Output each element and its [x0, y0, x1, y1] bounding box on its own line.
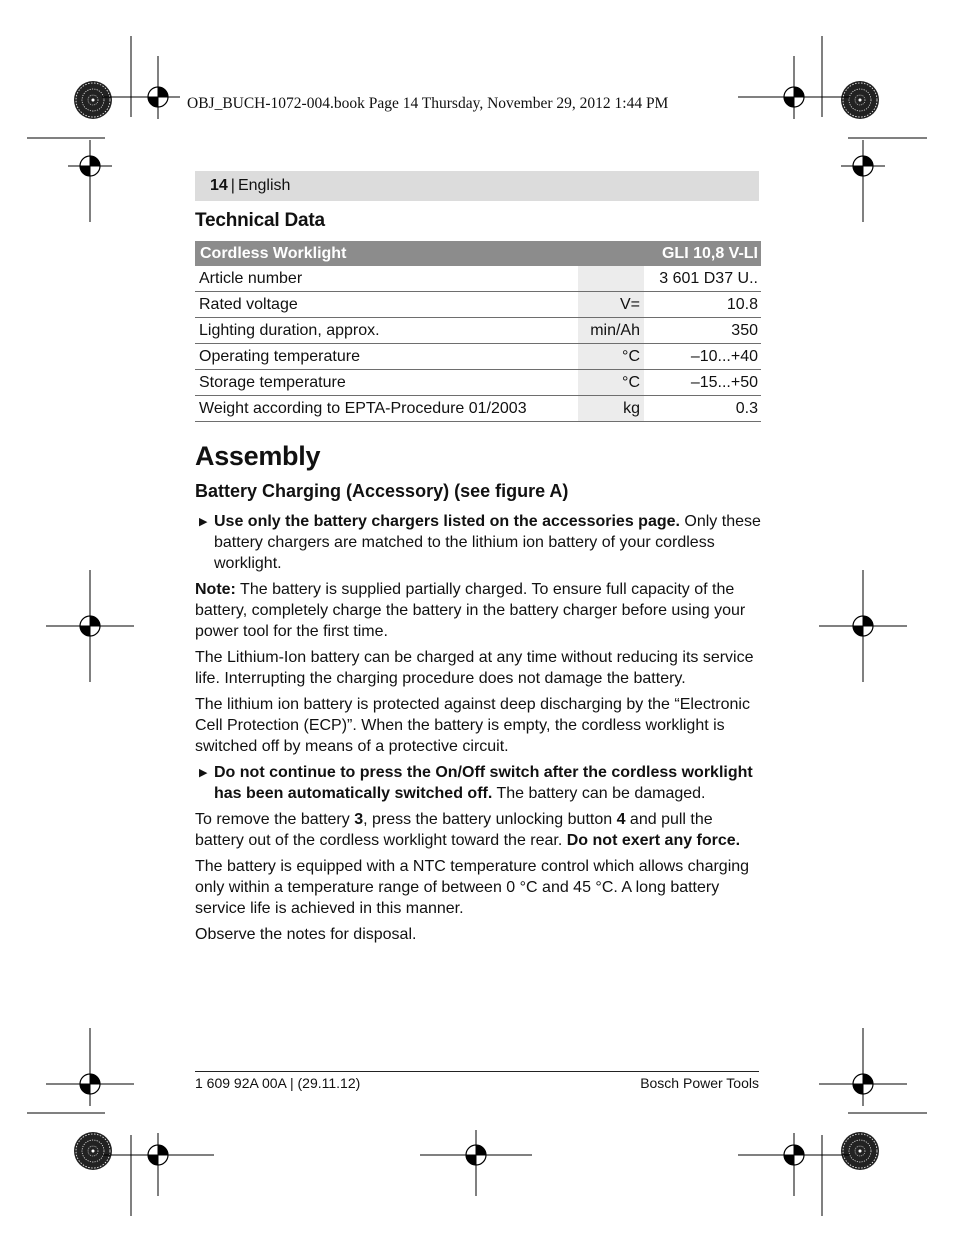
row-label: Article number — [195, 266, 578, 292]
warning-bullet-chargers — [195, 511, 761, 574]
bullet-text: The battery can be damaged. — [492, 785, 706, 802]
button-ref-4: 4 — [616, 811, 626, 828]
row-unit — [578, 266, 644, 292]
table-row — [195, 370, 761, 396]
remove-text: and pull the battery out of the cordless worklight toward the rear. — [195, 811, 713, 849]
page-language: English — [237, 177, 291, 194]
row-unit: kg — [578, 396, 644, 422]
bullet-triangle-icon: ▶ — [199, 767, 208, 779]
technical-data-heading: Technical Data — [195, 210, 325, 231]
page-bar — [195, 171, 759, 201]
bullet-bold-text: Use only the battery chargers listed on the accessories page. — [214, 513, 680, 530]
paragraph-remove-battery — [195, 809, 761, 851]
row-unit: V= — [578, 292, 644, 318]
row-label: Weight according to EPTA-Procedure 01/2003 — [195, 396, 578, 422]
table-row — [195, 344, 761, 370]
table-header-model: GLI 10,8 V-LI — [644, 241, 761, 266]
remove-text: To remove the battery — [195, 811, 355, 828]
warning-bullet-switch — [195, 762, 761, 804]
row-label: Operating temperature — [195, 344, 578, 370]
row-unit: °C — [578, 344, 644, 370]
remove-warning: Do not exert any force. — [566, 832, 741, 849]
print-header: OBJ_BUCH-1072-004.book Page 14 Thursday, November 29, 2012 1:44 PM — [187, 95, 669, 112]
table-row — [195, 266, 761, 292]
bullet-text: Only these battery chargers are matched to the lithium ion battery of your cordless worklight. — [214, 513, 761, 572]
battery-charging-heading: Battery Charging (Accessory) (see figure A) — [195, 481, 569, 501]
footer-divider — [195, 1071, 759, 1072]
footer-brand: Bosch Power Tools — [640, 1075, 759, 1091]
row-value: –15...+50 — [644, 370, 761, 396]
row-value: 0.3 — [644, 396, 761, 422]
note-paragraph — [195, 579, 761, 642]
row-value: –10...+40 — [644, 344, 761, 370]
row-unit: min/Ah — [578, 318, 644, 344]
battery-ref-3: 3 — [354, 811, 364, 828]
row-value: 3 601 D37 U.. — [644, 266, 761, 292]
note-label: Note: — [195, 581, 236, 598]
paragraph-ecp: The lithium ion battery is protected against deep discharging by the “Electronic Cell Protection (ECP)”. When the battery is empty, the cordless worklight is switched off by means of a protective circuit. — [195, 696, 750, 755]
note-text: The battery is supplied partially charged. To ensure full capacity of the battery, completely charge the battery in the battery charger before using your power tool for the first time. — [195, 581, 746, 640]
row-value: 10.8 — [644, 292, 761, 318]
table-row — [195, 396, 761, 422]
row-value: 350 — [644, 318, 761, 344]
table-row — [195, 318, 761, 344]
page-number: 14 — [210, 177, 228, 194]
assembly-heading: Assembly — [195, 441, 321, 471]
row-label: Rated voltage — [195, 292, 578, 318]
table-row — [195, 292, 761, 318]
bullet-triangle-icon: ▶ — [199, 516, 208, 528]
paragraph-ntc: The battery is equipped with a NTC temperature control which allows charging only within a temperature range of between 0 °C and 45 °C. A long battery service life is achieved in this manner. — [195, 858, 750, 917]
page-content — [195, 210, 761, 950]
paragraph-disposal: Observe the notes for disposal. — [195, 926, 417, 943]
bullet-bold-text: Do not continue to press the On/Off switch after the cordless worklight has been automatically switched off. — [214, 764, 753, 802]
table-header-product: Cordless Worklight — [195, 241, 644, 266]
paragraph-charging: The Lithium-Ion battery can be charged at any time without reducing its service life. Interrupting the charging procedure does not damage the battery. — [195, 649, 754, 687]
table-header-row — [195, 241, 761, 266]
remove-text: , press the battery unlocking button — [363, 811, 617, 828]
technical-data-table — [195, 241, 761, 422]
row-unit: °C — [578, 370, 644, 396]
page-separator: | — [230, 177, 235, 194]
row-label: Lighting duration, approx. — [195, 318, 578, 344]
footer-doc-number: 1 609 92A 00A | (29.11.12) — [195, 1075, 361, 1091]
row-label: Storage temperature — [195, 370, 578, 396]
